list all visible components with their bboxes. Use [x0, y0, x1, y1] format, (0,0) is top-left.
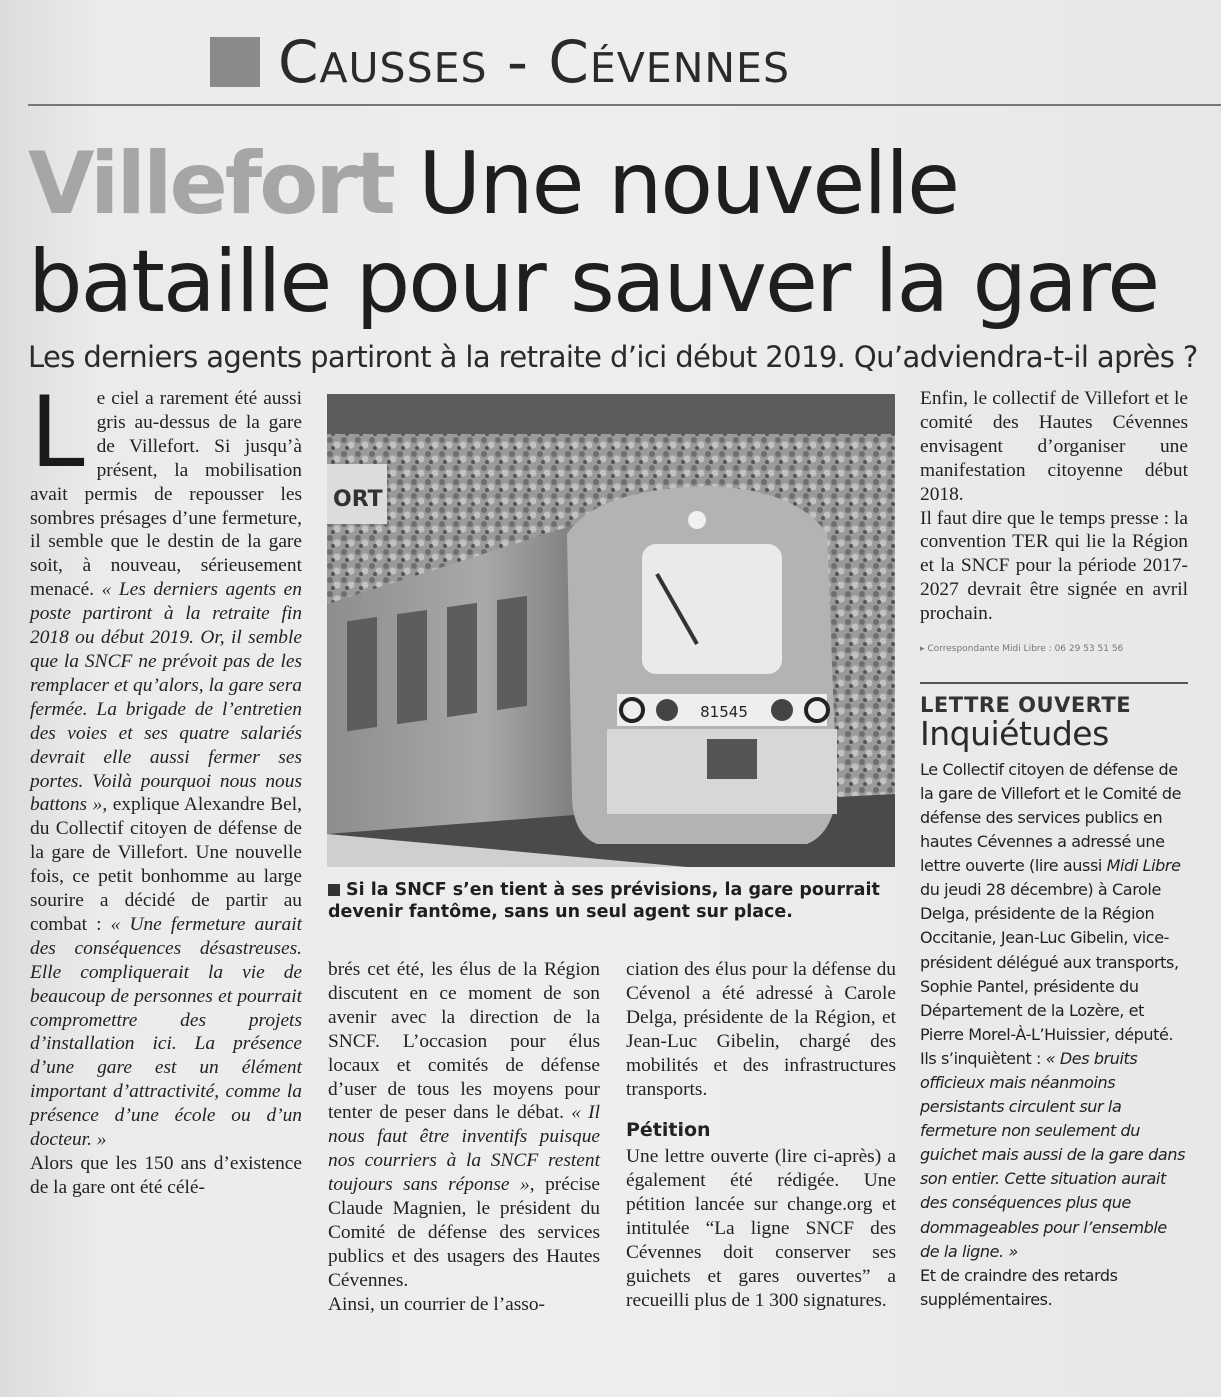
col1-text-2: , explique Alexandre Bel, du Collectif citoyen de défense de la gare de Villefort. Une nouvelle fois, ce petit bonhomme au large sourire a décidé de partir au combat : [30, 794, 302, 935]
box-body-2: du jeudi 28 décembre) à Carole Delga, présidente de la Région Occitanie, Jean-Luc Gibelin, vice-président délégué aux transports, Sophie Pantel, présidente du Département de la Lozère, et Pierre Morel-À-L’Huissier, député. Ils s’inquiètent : [920, 880, 1179, 1068]
photo-caption [328, 879, 898, 923]
col4-text: Enfin, le collectif de Villefort et le comité des Hautes Cévennes envisagent d’organiser une manifestation citoyenne début 2018. [920, 388, 1188, 505]
col1-quote-1: « Les derniers agents en poste partiront à la retraite fin 2018 ou début 2019. Or, il semble que la SNCF ne prévoit pas de les remplacer et qu’alors, la gare sera fermée. La brigade de l’entretien des voies et ses quatre salariés devrait elle aussi fermer ses portes. Voilà pourquoi nous nous battons » [30, 579, 302, 816]
col3-text: ciation des élus pour la défense du Cévenol a été adressé à Carole Delga, présidente de la Région, et Jean-Luc Gibelin, chargé des mobilités et des infrastructures transports. [626, 959, 896, 1100]
box-rule [920, 682, 1188, 684]
correspondent-line: ▸ Correspondante Midi Libre : 06 29 53 51 56 [920, 644, 1124, 655]
box-kicker: LETTRE OUVERTE [920, 692, 1132, 717]
col2-text-3: Ainsi, un courrier de l’asso- [328, 1293, 546, 1315]
petition-subhead: Pétition [626, 1119, 711, 1142]
box-body-1: Le Collectif citoyen de défense de la gare de Villefort et le Comité de défense des services publics en hautes Cévennes a adressé une lettre ouverte (lire aussi [920, 759, 1182, 876]
col2-text-2: , précise Claude Magnien, le président du Comité de défense des services publics et des usagers des Hautes Cévennes. [328, 1174, 600, 1291]
col3-text-2: Une lettre ouverte (lire ci-après) a également été rédigée. Une pétition lancée sur change.org et intitulée “La ligne SNCF des Cévennes doit conserver ses guichets et gares ouvertes” a recueilli plus de 1 300 signatures. [626, 1146, 896, 1311]
train-photo [327, 394, 895, 867]
col1-text: e ciel a rarement été aussi gris au-dessus de la gare de Villefort. Si jusqu’à présent, la mobilisation avait permis de repousser les sombres présages d’une fermeture, il semble que le destin de la gare soit, à nouveau, sérieusement menacé. [30, 388, 302, 601]
box-quote: « Des bruits officieux mais néanmoins persistants circulent sur la fermeture non seulement du guichet mais aussi de la gare dans son entier. Cette situation aurait des conséquences plus que dommageables pour l’ensemble de la ligne. » [920, 1048, 1186, 1261]
header-rule [28, 104, 1221, 106]
box-body-em: Midi Libre [1106, 856, 1181, 876]
section-title: Causses - Cévennes [278, 28, 790, 96]
train-number: 81545 [700, 703, 748, 721]
col1-text-3: Alors que les 150 ans d’existence de la gare ont été célé- [30, 1153, 302, 1198]
box-body-3: Et de craindre des retards supplémentaires. [920, 1265, 1118, 1309]
col1-quote-2: « Une fermeture aurait des conséquences désastreuses. Elle compliquerait la vie de beaucoup de personnes et pourrait compromettre des projets d’installation ici. La présence d’une gare est un élément important d’attractivité, comme la présence d’une école ou d’un docteur. » [30, 913, 302, 1151]
train-photo-illustration [327, 394, 895, 867]
box-title: Inquiétudes [920, 713, 1109, 753]
section-header [210, 22, 1010, 102]
col4-text-2: Il faut dire que le temps presse : la convention TER qui lie la Région et la SNCF pour la période 2017-2027 devrait être signée en avril prochain. [920, 507, 1188, 625]
article-column-3 [626, 958, 896, 1313]
headline [28, 135, 1208, 331]
caption-text: Si la SNCF s’en tient à ses prévisions, la gare pourrait devenir fantôme, sans un seul agent sur place. [328, 880, 880, 922]
col2-quote: « Il nous faut être inventifs puisque nos courriers à la SNCF restent toujours sans réponse » [328, 1102, 601, 1196]
headline-kicker: Villefort [28, 134, 393, 234]
station-sign-text: ORT [333, 487, 383, 512]
headline-title: Une nouvelle bataille pour sauver la gare [28, 134, 1159, 332]
caption-square-icon [328, 884, 340, 896]
standfirst: Les derniers agents partiront à la retraite d’ici début 2019. Qu’adviendra-t-il après ? [28, 340, 1198, 374]
box-body [920, 758, 1188, 1312]
section-square-icon [210, 37, 260, 87]
col2-text: brés cet été, les élus de la Région discutent en ce moment de son avenir avec la direction de la SNCF. L’occasion pour élus locaux et comités de défense d’user de tous les moyens pour tenter de peser dans le débat. [328, 959, 600, 1124]
article-column-1 [30, 376, 302, 1200]
drop-cap: L [30, 376, 85, 490]
article-column-4 [920, 387, 1188, 1312]
article-column-2 [328, 958, 600, 1317]
